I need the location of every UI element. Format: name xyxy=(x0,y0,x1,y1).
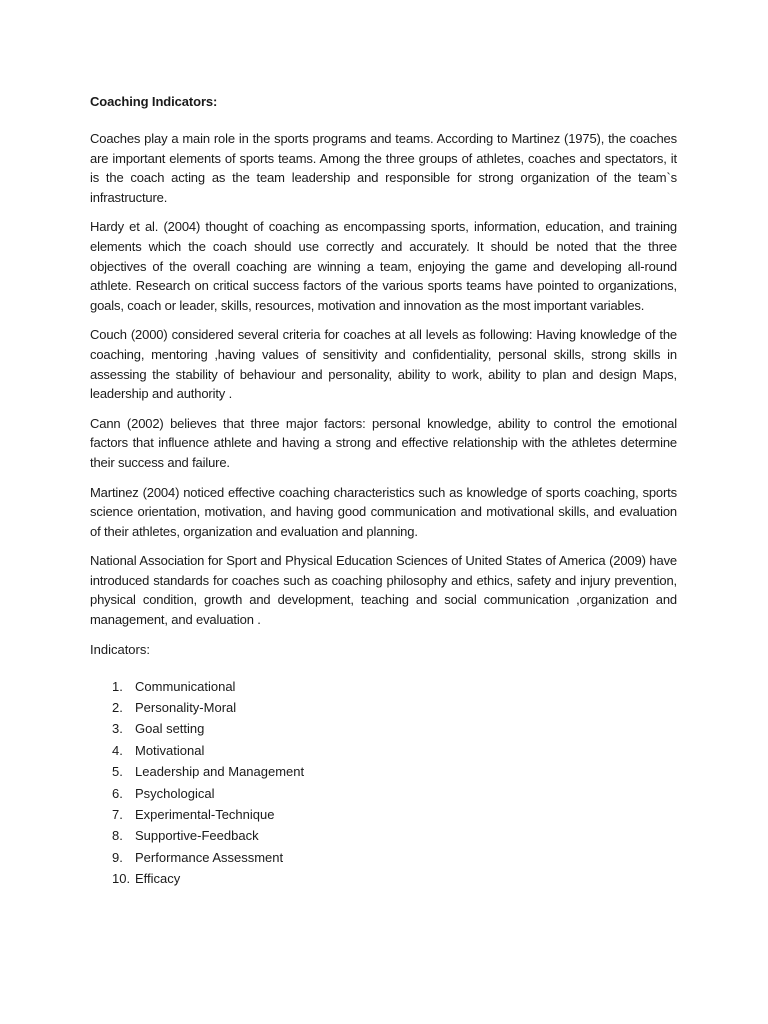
paragraph-naspe-2009: National Association for Sport and Physical Education Sciences of United States of America (2009) have introduced standards for coaches such as coaching philosophy and ethics, safety and injury prevention, physical condition, growth and development, teaching and social communication ,organization and management, and evaluation . xyxy=(90,553,677,628)
list-item-text: Experimental-Technique xyxy=(135,807,275,822)
list-item-text: Psychological xyxy=(135,785,215,801)
list-item-number: 6. xyxy=(112,785,123,801)
list-item-number: 1. xyxy=(112,678,123,694)
list-item xyxy=(90,783,677,804)
list-item-text: Motivational xyxy=(135,742,205,758)
indicators-label: Indicators: xyxy=(90,641,150,657)
list-item-number: 9. xyxy=(112,849,123,865)
list-item-text: Personality-Moral xyxy=(135,700,237,716)
list-item-number: 8. xyxy=(112,828,123,844)
list-item-number: 10. xyxy=(112,871,131,887)
paragraph-martinez-2004: Martinez (2004) noticed effective coaching characteristics such as knowledge of sports coaching, sports science orientation, motivation, and having good communication and motivational skills, and evaluation of their athletes, organization and evaluation and planning. xyxy=(90,484,677,539)
list-item xyxy=(90,718,677,739)
list-item-number: 4. xyxy=(112,742,123,758)
list-item-number: 3. xyxy=(112,721,123,737)
list-item xyxy=(90,761,677,782)
section-heading: Coaching Indicators: xyxy=(90,94,218,109)
list-item xyxy=(90,868,677,889)
paragraph-hardy-2004: Hardy et al. (2004) thought of coaching as encompassing sports, information, education, and training elements which the coach should use correctly and accurately. It should be noted that the three objectives of the overall coaching are winning a team, enjoying the game and developing all-round athlete. Research on critical success factors of the various sports teams have pointed to organizations, goals, coach or leader, skills, resources, motivation and innovation as the most important variables. xyxy=(90,219,677,313)
list-item-text: Performance Assessment xyxy=(135,849,284,865)
paragraph-couch-2000: Couch (2000) considered several criteria for coaches at all levels as following: Having knowledge of the coaching, mentoring ,having values of sensitivity and confidentiality, personal skills, strong skills in assessing the stability of behaviour and personality, ability to work, ability to plan and design Maps, leadership and authority . xyxy=(90,327,677,402)
list-item-text: Communicational xyxy=(135,678,236,694)
list-item-text: Supportive-Feedback xyxy=(135,828,259,844)
document-body xyxy=(90,92,677,890)
list-item-number: 2. xyxy=(112,700,123,716)
list-item xyxy=(90,804,677,825)
paragraph-cann-2002: Cann (2002) believes that three major factors: personal knowledge, ability to control the emotional factors that influence athlete and having a strong and effective relationship with the athletes determine their success and failure. xyxy=(90,415,677,470)
list-item xyxy=(90,825,677,846)
list-item xyxy=(90,847,677,868)
list-item-number: 7. xyxy=(112,807,123,822)
list-item-number: 5. xyxy=(112,764,123,780)
list-item xyxy=(90,697,677,718)
list-item-text: Efficacy xyxy=(135,871,181,887)
indicators-list xyxy=(90,676,677,890)
list-item-text: Goal setting xyxy=(135,721,205,737)
list-item xyxy=(90,740,677,761)
list-item-text: Leadership and Management xyxy=(135,764,305,780)
paragraph-martinez-1975: Coaches play a main role in the sports programs and teams. According to Martinez (1975), the coaches are important elements of sports teams. Among the three groups of athletes, coaches and spectators, it is the coach acting as the team leadership and responsible for strong organization of the team`s infrastructure. xyxy=(90,131,677,205)
list-item xyxy=(90,676,677,697)
